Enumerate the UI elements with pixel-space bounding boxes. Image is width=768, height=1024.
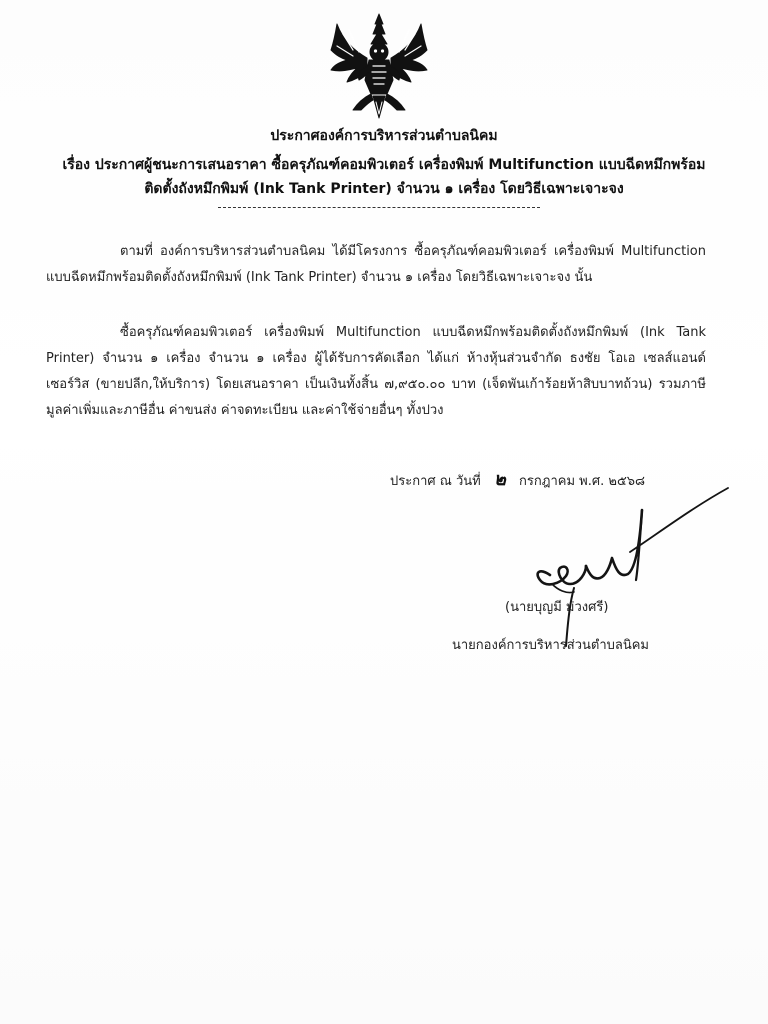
paragraph-winner	[46, 320, 706, 424]
subject-line: เรื่อง ประกาศผู้ชนะการเสนอราคา ซื้อครุภัณฑ์คอมพิวเตอร์ เครื่องพิมพ์ Multifunction แบบฉีดหมึกพร้อมติดตั้งถังหมึกพิมพ์ (Ink Tank Printer) จำนวน ๑ เครื่อง โดยวิธีเฉพาะเจาะจง	[62, 157, 706, 197]
announcement-heading: ประกาศองค์การบริหารส่วนตำบลนิคม	[270, 128, 498, 144]
signer-title: นายกองค์การบริหารส่วนตำบลนิคม	[452, 638, 649, 653]
date-prefix: ประกาศ ณ วันที่	[390, 474, 481, 489]
paragraph-background	[46, 239, 706, 291]
signer-name: (นายบุญมี ม่วงศรี)	[505, 600, 609, 615]
paragraph-1-text: ตามที่ องค์การบริหารส่วนตำบลนิคม ได้มีโครงการ ซื้อครุภัณฑ์คอมพิวเตอร์ เครื่องพิมพ์ Multifunction แบบฉีดหมึกพร้อมติดตั้งถังหมึกพิมพ์ (Ink Tank Printer) จำนวน ๑ เครื่อง โดยวิธีเฉพาะเจาะจง นั้น	[46, 244, 706, 285]
handwritten-signature-icon	[470, 480, 740, 650]
garuda-emblem-icon	[323, 10, 435, 122]
separator-line	[218, 207, 540, 208]
handwritten-day: ๒	[493, 469, 506, 490]
paragraph-2-text: ซื้อครุภัณฑ์คอมพิวเตอร์ เครื่องพิมพ์ Multifunction แบบฉีดหมึกพร้อมติดตั้งถังหมึกพิมพ์ (Ink Tank Printer) จำนวน ๑ เครื่อง จำนวน ๑ เครื่อง ผู้ได้รับการคัดเลือก ได้แก่ ห้างหุ้นส่วนจำกัด ธงชัย โอเอ เซลส์แอนด์ เซอร์วิส (ขายปลีก,ให้บริการ) โดยเสนอราคา เป็นเงินทั้งสิ้น ๗,๙๕๐.๐๐ บาท (เจ็ดพันเก้าร้อยห้าสิบบาทถ้วน) รวมภาษีมูลค่าเพิ่มและภาษีอื่น ค่าขนส่ง ค่าจดทะเบียน และค่าใช้จ่ายอื่นๆ ทั้งปวง	[46, 325, 706, 418]
date-month-year: กรกฎาคม พ.ศ. ๒๕๖๘	[519, 474, 646, 489]
